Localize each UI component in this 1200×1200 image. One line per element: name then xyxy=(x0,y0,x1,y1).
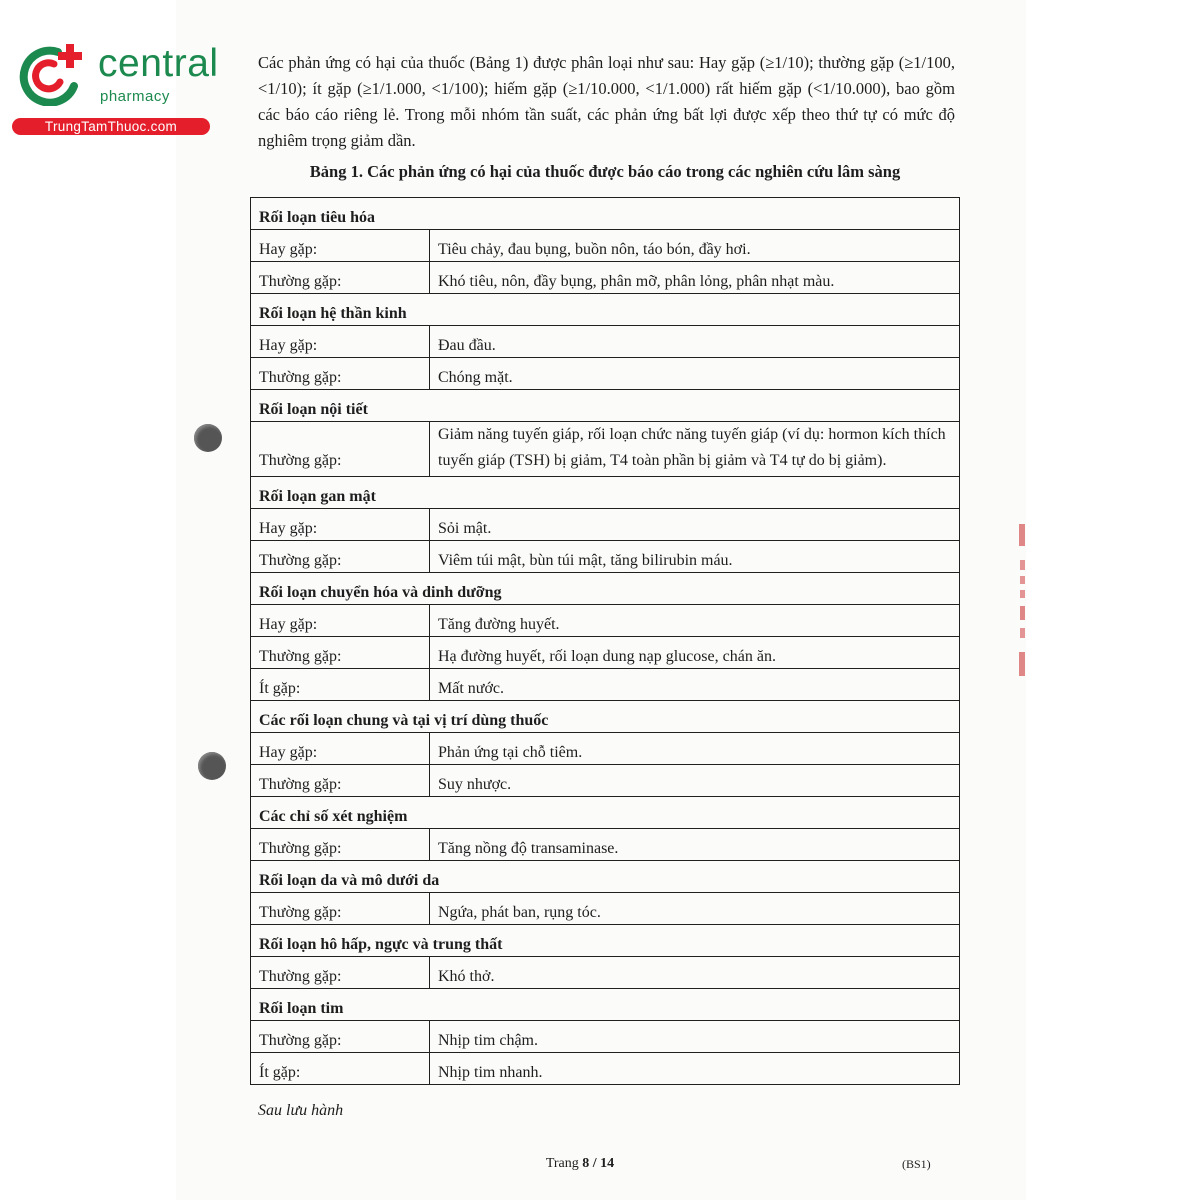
group-header-row xyxy=(251,477,960,509)
reaction-cell: Tiêu chảy, đau bụng, buồn nôn, táo bón, đầy hơi. xyxy=(430,230,960,262)
group-title: Rối loạn tim xyxy=(251,989,960,1021)
table-row xyxy=(251,765,960,797)
logo-name: central xyxy=(98,42,219,85)
page-prefix: Trang xyxy=(545,1156,583,1171)
table-row xyxy=(251,605,960,637)
frequency-cell: Thường gặp: xyxy=(251,541,430,573)
table-row xyxy=(251,230,960,262)
reaction-cell: Tăng đường huyết. xyxy=(430,605,960,637)
reaction-cell: Giảm năng tuyến giáp, rối loạn chức năng tuyến giáp (ví dụ: hormon kích thích tuyến giáp (TSH) bị giảm, T4 toàn phần bị giảm và T4 tự do bị giảm). xyxy=(430,422,960,477)
group-header-row xyxy=(251,390,960,422)
reaction-cell: Mất nước. xyxy=(430,669,960,701)
central-pharmacy-logo xyxy=(10,38,219,138)
group-header-row xyxy=(251,701,960,733)
table-row xyxy=(251,422,960,477)
frequency-cell: Thường gặp: xyxy=(251,637,430,669)
document-code: (BS1) xyxy=(902,1157,931,1171)
group-title: Rối loạn da và mô dưới da xyxy=(251,861,960,893)
group-title: Các rối loạn chung và tại vị trí dùng thuốc xyxy=(251,701,960,733)
frequency-cell: Ít gặp: xyxy=(251,1053,430,1085)
table-row xyxy=(251,669,960,701)
frequency-cell: Hay gặp: xyxy=(251,509,430,541)
group-title: Rối loạn gan mật xyxy=(251,477,960,509)
reaction-cell: Nhịp tim nhanh. xyxy=(430,1053,960,1085)
frequency-cell: Thường gặp: xyxy=(251,829,430,861)
reaction-cell: Tăng nồng độ transaminase. xyxy=(430,829,960,861)
table-row xyxy=(251,262,960,294)
table-row xyxy=(251,733,960,765)
adverse-reactions-table xyxy=(250,197,960,1085)
table-row xyxy=(251,957,960,989)
table-row xyxy=(251,326,960,358)
stamp-marks xyxy=(1016,524,1028,680)
group-header-row xyxy=(251,294,960,326)
frequency-cell: Thường gặp: xyxy=(251,262,430,294)
reaction-cell: Hạ đường huyết, rối loạn dung nạp glucose, chán ăn. xyxy=(430,637,960,669)
group-header-row xyxy=(251,925,960,957)
frequency-cell: Hay gặp: xyxy=(251,733,430,765)
table-row xyxy=(251,829,960,861)
frequency-cell: Thường gặp: xyxy=(251,358,430,390)
group-header-row xyxy=(251,198,960,230)
table-row xyxy=(251,509,960,541)
table-row xyxy=(251,541,960,573)
frequency-cell: Hay gặp: xyxy=(251,605,430,637)
footer-note: Sau lưu hành xyxy=(258,1102,344,1119)
reaction-cell: Ngứa, phát ban, rụng tóc. xyxy=(430,893,960,925)
reaction-cell: Sỏi mật. xyxy=(430,509,960,541)
group-header-row xyxy=(251,573,960,605)
table-row xyxy=(251,637,960,669)
frequency-cell: Hay gặp: xyxy=(251,326,430,358)
group-header-row xyxy=(251,989,960,1021)
group-title: Rối loạn nội tiết xyxy=(251,390,960,422)
reaction-cell: Suy nhược. xyxy=(430,765,960,797)
table-row xyxy=(251,1021,960,1053)
group-title: Rối loạn hệ thần kinh xyxy=(251,294,960,326)
table-caption: Bảng 1. Các phản ứng có hại của thuốc được báo cáo trong các nghiên cứu lâm sàng xyxy=(309,162,901,181)
frequency-cell: Ít gặp: xyxy=(251,669,430,701)
group-title: Các chỉ số xét nghiệm xyxy=(251,797,960,829)
page-count: 8 / 14 xyxy=(582,1156,615,1171)
group-title: Rối loạn tiêu hóa xyxy=(251,198,960,230)
reaction-cell: Nhịp tim chậm. xyxy=(430,1021,960,1053)
group-header-row xyxy=(251,797,960,829)
reaction-cell: Phản ứng tại chỗ tiêm. xyxy=(430,733,960,765)
frequency-cell: Thường gặp: xyxy=(251,422,430,477)
table-row xyxy=(251,1053,960,1085)
intro-paragraph: Các phản ứng có hại của thuốc (Bảng 1) được phân loại như sau: Hay gặp (≥1/10); thường gặp (≥1/100, <1/10); ít gặp (≥1/1.000, <1/100); hiếm gặp (≥1/10.000, <1/1.000) rất hiếm gặp (<1/10.000), bao gồm các báo cáo riêng lẻ. Trong mỗi nhóm tần suất, các phản ứng bất lợi được xếp theo thứ tự có mức độ nghiêm trọng giảm dần. xyxy=(258,53,955,150)
reaction-cell: Đau đầu. xyxy=(430,326,960,358)
group-title: Rối loạn hô hấp, ngực và trung thất xyxy=(251,925,960,957)
group-header-row xyxy=(251,861,960,893)
reaction-cell: Viêm túi mật, bùn túi mật, tăng bilirubin máu. xyxy=(430,541,960,573)
frequency-cell: Thường gặp: xyxy=(251,765,430,797)
frequency-cell: Thường gặp: xyxy=(251,893,430,925)
table-row xyxy=(251,358,960,390)
reaction-cell: Chóng mặt. xyxy=(430,358,960,390)
group-title: Rối loạn chuyển hóa và dinh dưỡng xyxy=(251,573,960,605)
frequency-cell: Hay gặp: xyxy=(251,230,430,262)
frequency-cell: Thường gặp: xyxy=(251,1021,430,1053)
logo-subtitle: pharmacy xyxy=(100,88,170,105)
reaction-cell: Khó tiêu, nôn, đầy bụng, phân mỡ, phân lỏng, phân nhạt màu. xyxy=(430,262,960,294)
punch-hole xyxy=(194,424,222,452)
punch-hole xyxy=(198,752,226,780)
frequency-cell: Thường gặp: xyxy=(251,957,430,989)
table-row xyxy=(251,893,960,925)
reaction-cell: Khó thở. xyxy=(430,957,960,989)
logo-website: TrungTamThuoc.com xyxy=(12,118,210,135)
page-number xyxy=(520,1156,640,1172)
pharmacy-cross-icon xyxy=(10,38,90,106)
